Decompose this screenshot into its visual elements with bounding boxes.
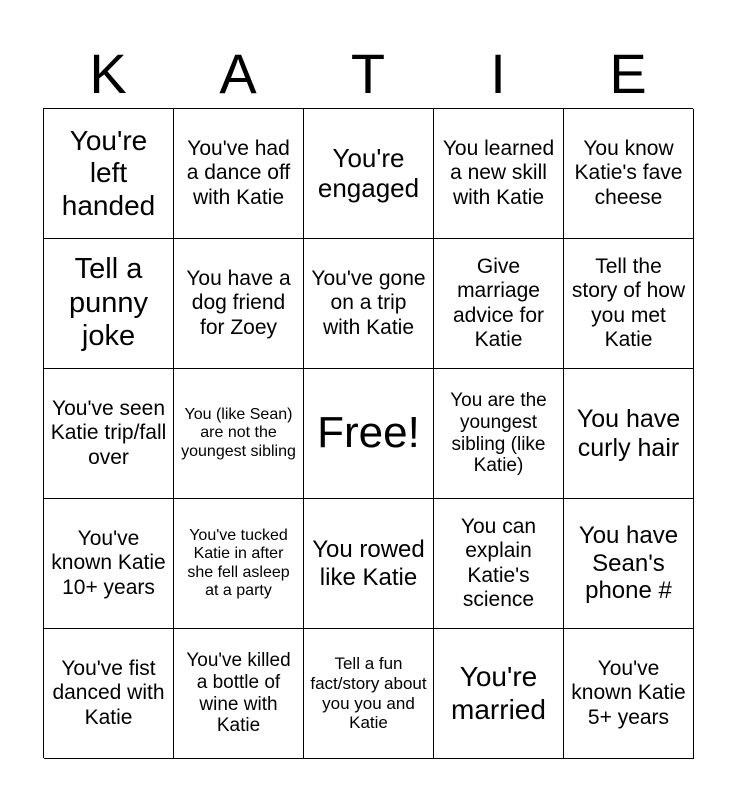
bingo-cell[interactable]: You have a dog friend for Zoey (174, 239, 304, 369)
header-letter-i: I (490, 42, 506, 105)
bingo-cell[interactable]: You learned a new skill with Katie (434, 109, 564, 239)
bingo-cell[interactable]: Tell a punny joke (44, 239, 174, 369)
bingo-cell[interactable]: You've known Katie 10+ years (44, 499, 174, 629)
bingo-cell[interactable]: Tell the story of how you met Katie (564, 239, 694, 369)
bingo-cell[interactable]: You've seen Katie trip/fall over (44, 369, 174, 499)
bingo-grid (43, 108, 693, 758)
bingo-cell[interactable]: You (like Sean) are not the youngest sibling (174, 369, 304, 499)
bingo-cell[interactable]: You're left handed (44, 109, 174, 239)
bingo-cell[interactable]: You've fist danced with Katie (44, 629, 174, 759)
header-letter-k: K (89, 42, 127, 105)
header-letter-e: E (609, 42, 647, 105)
bingo-cell[interactable]: You've had a dance off with Katie (174, 109, 304, 239)
bingo-cell[interactable]: You rowed like Katie (304, 499, 434, 629)
bingo-cell[interactable]: You're married (434, 629, 564, 759)
bingo-cell[interactable]: You are the youngest sibling (like Katie) (434, 369, 564, 499)
header-letter-t: T (350, 42, 386, 105)
bingo-cell[interactable]: Give marriage advice for Katie (434, 239, 564, 369)
bingo-cell[interactable]: You've killed a bottle of wine with Katie (174, 629, 304, 759)
bingo-cell[interactable]: You've known Katie 5+ years (564, 629, 694, 759)
bingo-cell[interactable]: You have curly hair (564, 369, 694, 499)
bingo-cell[interactable]: You have Sean's phone # (564, 499, 694, 629)
bingo-cell[interactable]: You've tucked Katie in after she fell asleep at a party (174, 499, 304, 629)
bingo-cell[interactable]: You can explain Katie's science (434, 499, 564, 629)
free-space[interactable]: Free! (304, 369, 434, 499)
bingo-cell[interactable]: You know Katie's fave cheese (564, 109, 694, 239)
bingo-cell[interactable]: You're engaged (304, 109, 434, 239)
header-letter-a: A (219, 42, 257, 105)
bingo-cell[interactable]: Tell a fun fact/story about you you and Katie (304, 629, 434, 759)
bingo-header (43, 40, 693, 108)
bingo-cell[interactable]: You've gone on a trip with Katie (304, 239, 434, 369)
